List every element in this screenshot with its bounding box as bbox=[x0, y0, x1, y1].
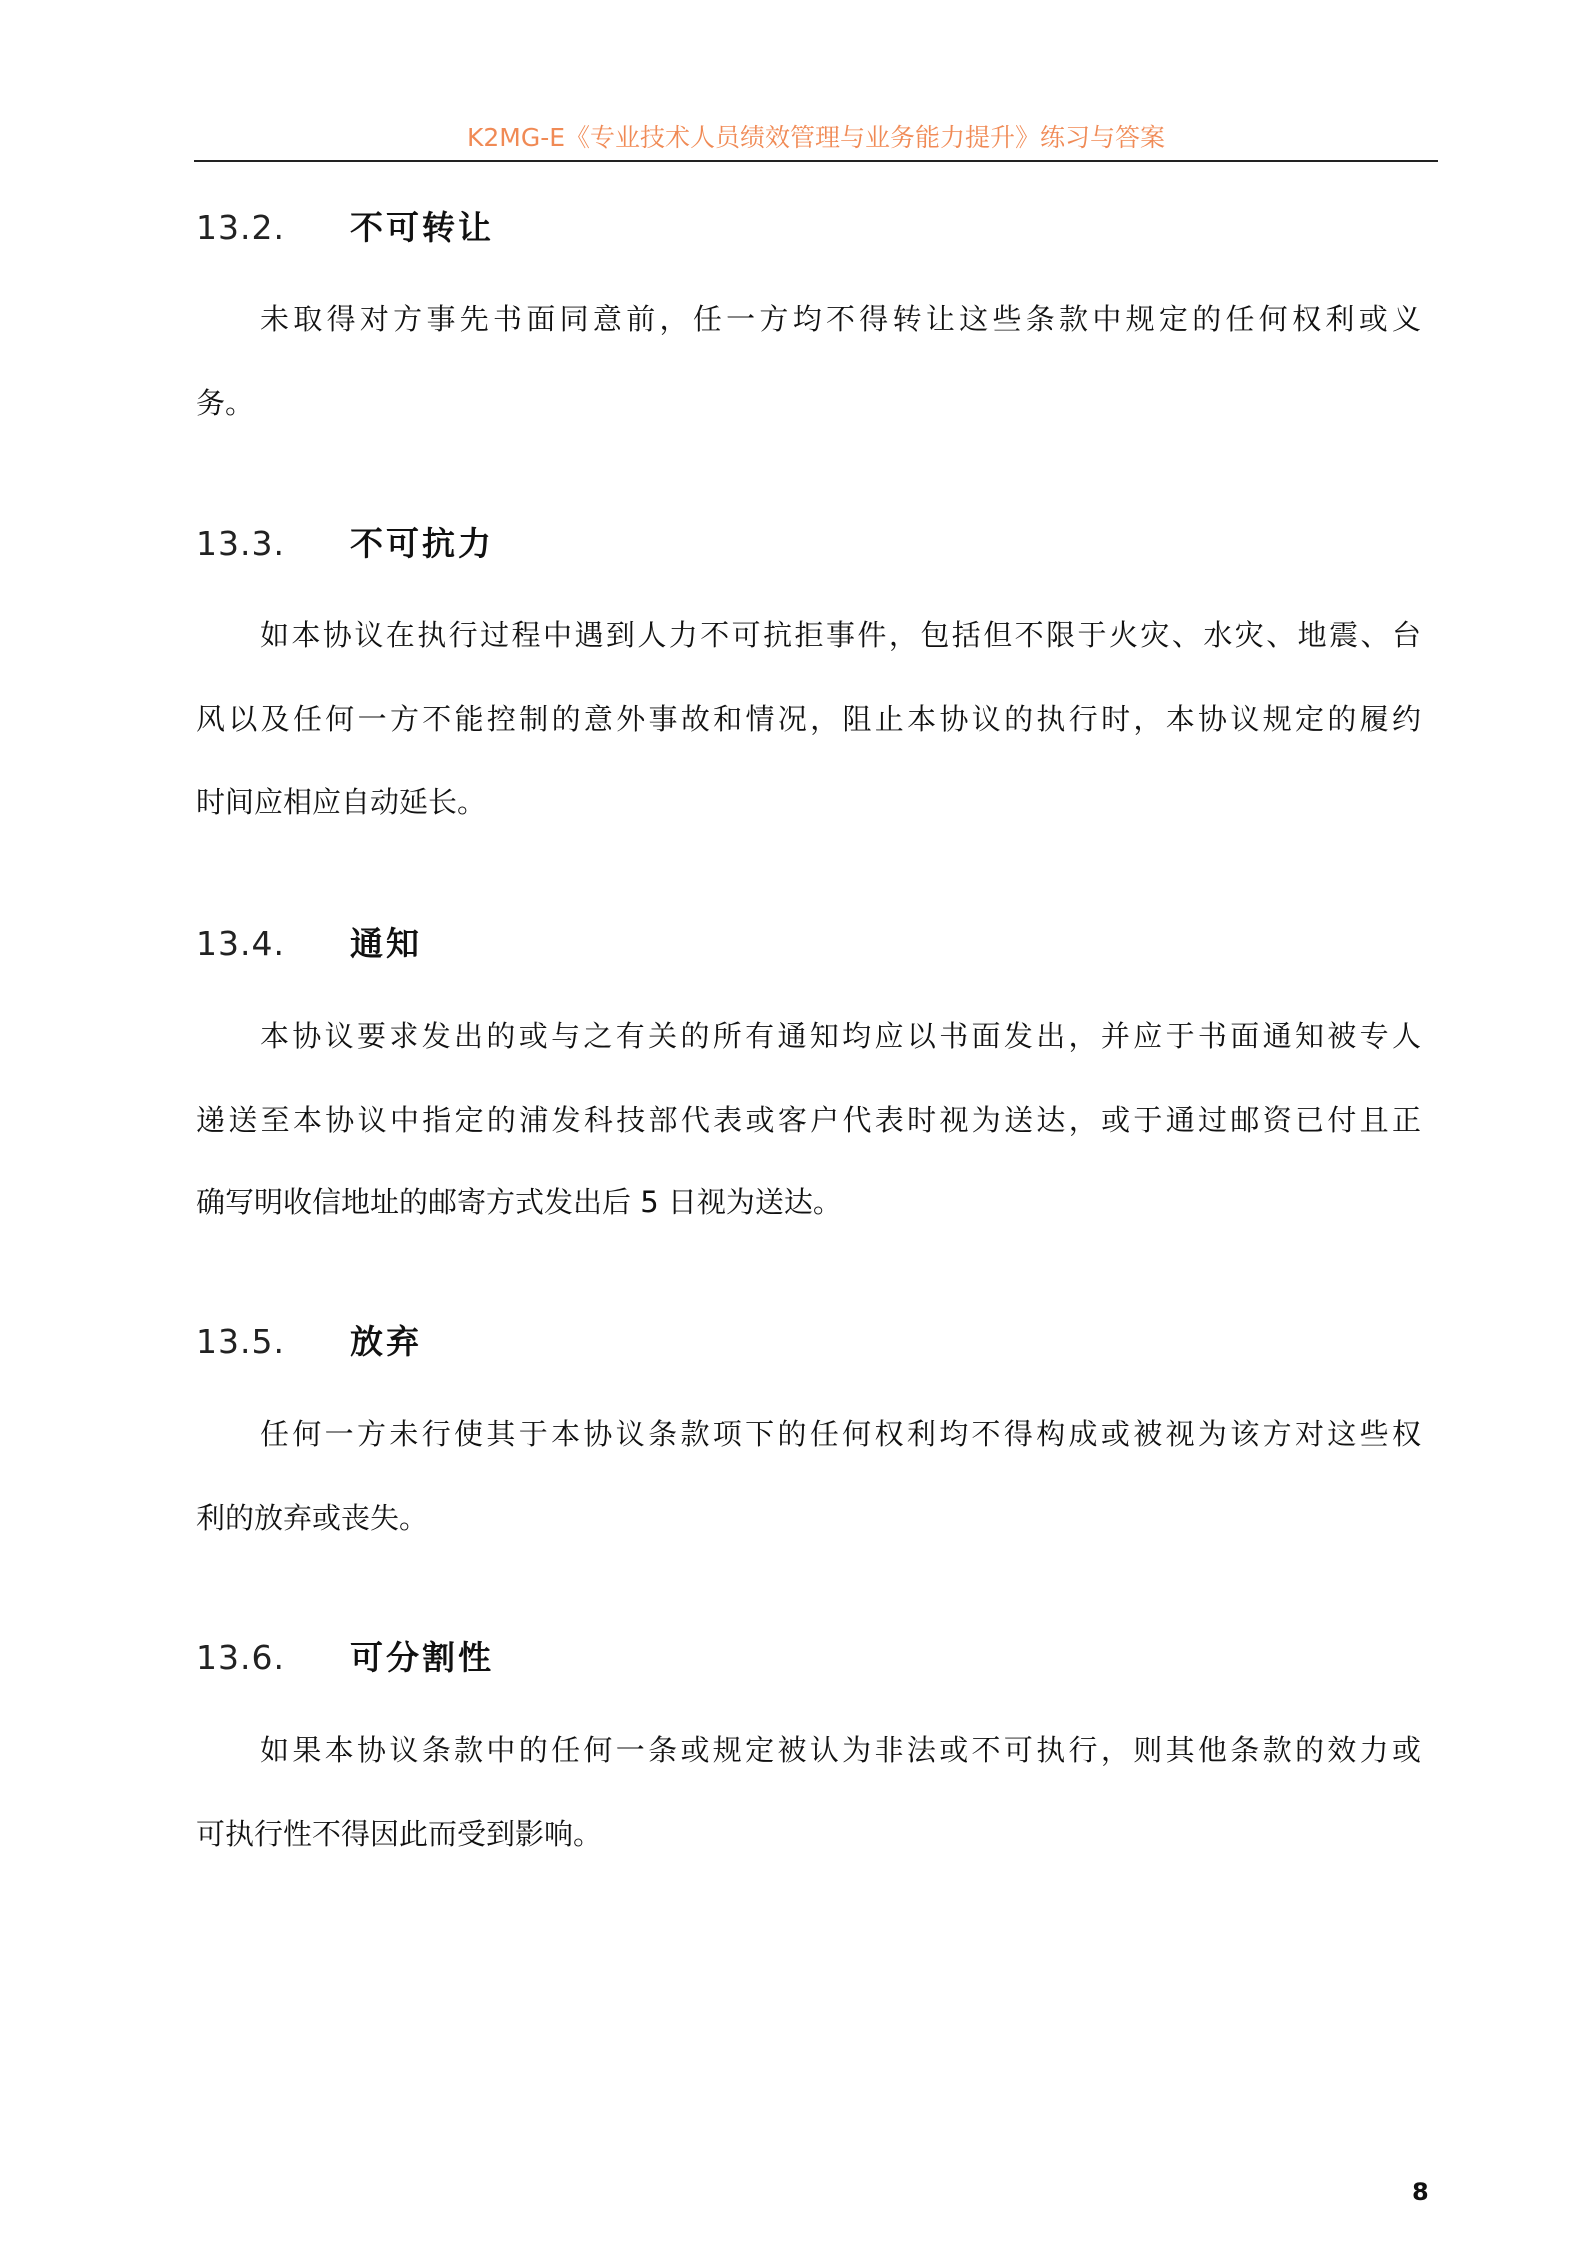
running-header: K2MG-E《专业技术人员绩效管理与业务能力提升》练习与答案 bbox=[466, 123, 1166, 152]
page-number: 8 bbox=[1412, 2178, 1429, 2206]
section-title: 可分割性 bbox=[350, 1638, 494, 1677]
section-title: 通知 bbox=[350, 924, 422, 963]
section-number: 13.5. bbox=[196, 1322, 285, 1361]
paragraph-line: 任何一方未行使其于本协议条款项下的任何权利均不得构成或被视为该方对这些权 bbox=[260, 1417, 1421, 1451]
section-number: 13.6. bbox=[196, 1638, 285, 1677]
paragraph-line: 未取得对方事先书面同意前，任一方均不得转让这些条款中规定的任何权利或义 bbox=[260, 302, 1421, 336]
section-number: 13.4. bbox=[196, 924, 285, 963]
paragraph-line: 可执行性不得因此而受到影响。 bbox=[196, 1817, 603, 1851]
paragraph-line: 递送至本协议中指定的浦发科技部代表或客户代表时视为送达，或于通过邮资已付且正 bbox=[196, 1103, 1421, 1137]
paragraph-line: 如本协议在执行过程中遇到人力不可抗拒事件，包括但不限于火灾、水灾、地震、台 bbox=[260, 618, 1421, 652]
section-title: 不可抗力 bbox=[350, 524, 494, 563]
section-title: 放弃 bbox=[350, 1322, 422, 1361]
paragraph-line: 利的放弃或丧失。 bbox=[196, 1501, 429, 1535]
paragraph-line: 风以及任何一方不能控制的意外事故和情况，阻止本协议的执行时，本协议规定的履约 bbox=[196, 702, 1421, 736]
paragraph-line: 本协议要求发出的或与之有关的所有通知均应以书面发出，并应于书面通知被专人 bbox=[260, 1019, 1421, 1053]
paragraph-line: 确写明收信地址的邮寄方式发出后 5 日视为送达。 bbox=[196, 1185, 842, 1219]
header-divider bbox=[194, 160, 1438, 162]
section-title: 不可转让 bbox=[350, 208, 494, 247]
section-number: 13.2. bbox=[196, 208, 285, 247]
paragraph-line: 务。 bbox=[196, 386, 255, 420]
section-number: 13.3. bbox=[196, 524, 285, 563]
paragraph-line: 时间应相应自动延长。 bbox=[196, 785, 487, 819]
paragraph-line: 如果本协议条款中的任何一条或规定被认为非法或不可执行，则其他条款的效力或 bbox=[260, 1733, 1421, 1767]
